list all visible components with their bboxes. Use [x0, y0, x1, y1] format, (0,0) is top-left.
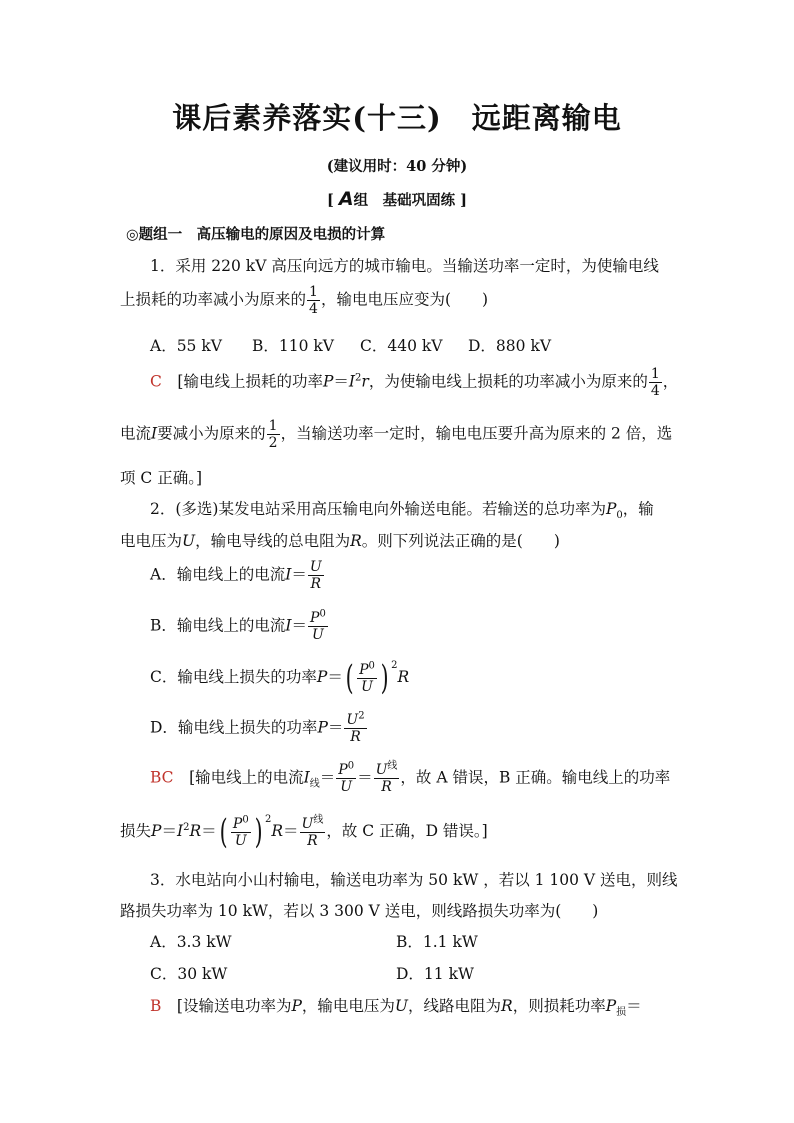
q3-option-a: A．3.3 kW — [150, 933, 232, 951]
q2-line2: 电电压为U，输电导线的总电阻为R。则下列说法正确的是( ) — [120, 532, 560, 550]
fraction: $\frac{1}{2}$ — [268, 418, 278, 451]
q1-explain-line2: 电流I要减小为原来的 $\frac{1}{2}$ ，当输送功率一定时，输电电压要升高为原来的 2 倍，选 — [120, 418, 673, 451]
fraction: $\frac{1}{4}$ — [309, 284, 318, 317]
fraction: $\frac{U^线}{R}$ — [375, 760, 398, 795]
q1-explain-line1: C [输电线上损耗的功率$P=I^2r$，为使输电线上损耗的功率减小为原来的 $\frac{1}{4}$ ， — [150, 366, 679, 399]
page-title: 课后素养落实(十三) 远距离输电 — [172, 101, 622, 135]
q1-option-b: B．110 kV — [252, 337, 334, 355]
q2-explain-line1: BC [输电线上的电流$I_线=$ $\frac{P^0}{U}$ ＝ $\frac{U^线}{R}$ ，故 A 错误，B 正确。输电线上的功率 — [150, 760, 671, 795]
fraction: $\frac{P^0}{U}$ — [338, 760, 355, 795]
fraction: $\frac{U^2}{R}$ — [346, 710, 365, 745]
q2-answer: BC — [150, 768, 174, 787]
fraction: $\frac{1}{4}$ — [650, 366, 660, 399]
fraction: $\frac{U^线}{R}$ — [301, 813, 324, 849]
q1-option-a: A．55 kV — [150, 337, 222, 355]
q1-line2: 上损耗的功率减小为原来的 $\frac{1}{4}$ ，输电电压应变为( ) — [120, 284, 489, 317]
q1-explain-line3: 项 C 正确。] — [120, 469, 203, 487]
q3-option-b: B．1.1 kW — [396, 933, 478, 951]
fraction: $\frac{P^0}{U}$ — [232, 813, 249, 849]
q3-line1: 3．水电站向小山村输电，输送电功率为 50 kW ，若以 1 100 V 送电，则线 — [150, 871, 678, 889]
q2-option-d: D．输电线上损失的功率P＝ $\frac{U^2}{R}$ — [150, 710, 365, 745]
q3-explain-line1: B [设输送电功率为P，输电电压为U，线路电阻为R，则损耗功率$P_损=$ — [150, 997, 642, 1019]
q1-line1: 1．采用 220 kV 高压向远方的城市输电。当输送功率一定时，为使输电线 — [150, 257, 659, 275]
fraction: $\frac{U}{R}$ — [309, 559, 322, 592]
group-heading: [ A组 基础巩固练 ] — [326, 188, 468, 210]
fraction: $\frac{P^0}{U}$ — [359, 659, 375, 695]
q1-option-c: C．440 kV — [360, 337, 443, 355]
q1-option-d: D．880 kV — [468, 337, 552, 355]
time-hint: (建议用时：40 分钟) — [326, 158, 468, 175]
fraction: $\frac{P^0}{U}$ — [310, 608, 326, 643]
q3-option-c: C．30 kW — [150, 965, 228, 983]
group-letter: A — [338, 188, 354, 210]
q2-option-c: C．输电线上损失的功率P＝( $\frac{P^0}{U}$ ) $^2$R — [150, 658, 410, 698]
q2-explain-line2: 损失$P=I^2R=$( $\frac{P^0}{U}$ ) $^2$R＝ $\frac{U^线}{R}$ ，故 C 正确，D 错误。] — [120, 812, 488, 852]
topic-heading: ◎题组一 高压输电的原因及电损的计算 — [126, 226, 386, 243]
q1-answer: C — [150, 372, 162, 391]
q2-option-a: A．输电线上的电流I＝ $\frac{U}{R}$ — [150, 559, 322, 592]
q3-answer: B — [150, 997, 162, 1015]
q2-option-b: B．输电线上的电流I＝ $\frac{P^0}{U}$ — [150, 608, 326, 643]
q2-line1: 2．(多选)某发电站采用高压输电向外输送电能。若输送的总功率为$P_0$，输 — [150, 500, 654, 522]
q3-line2: 路损失功率为 10 kW，若以 3 300 V 送电，则线路损失功率为( ) — [120, 902, 599, 920]
q3-option-d: D．11 kW — [396, 965, 474, 983]
